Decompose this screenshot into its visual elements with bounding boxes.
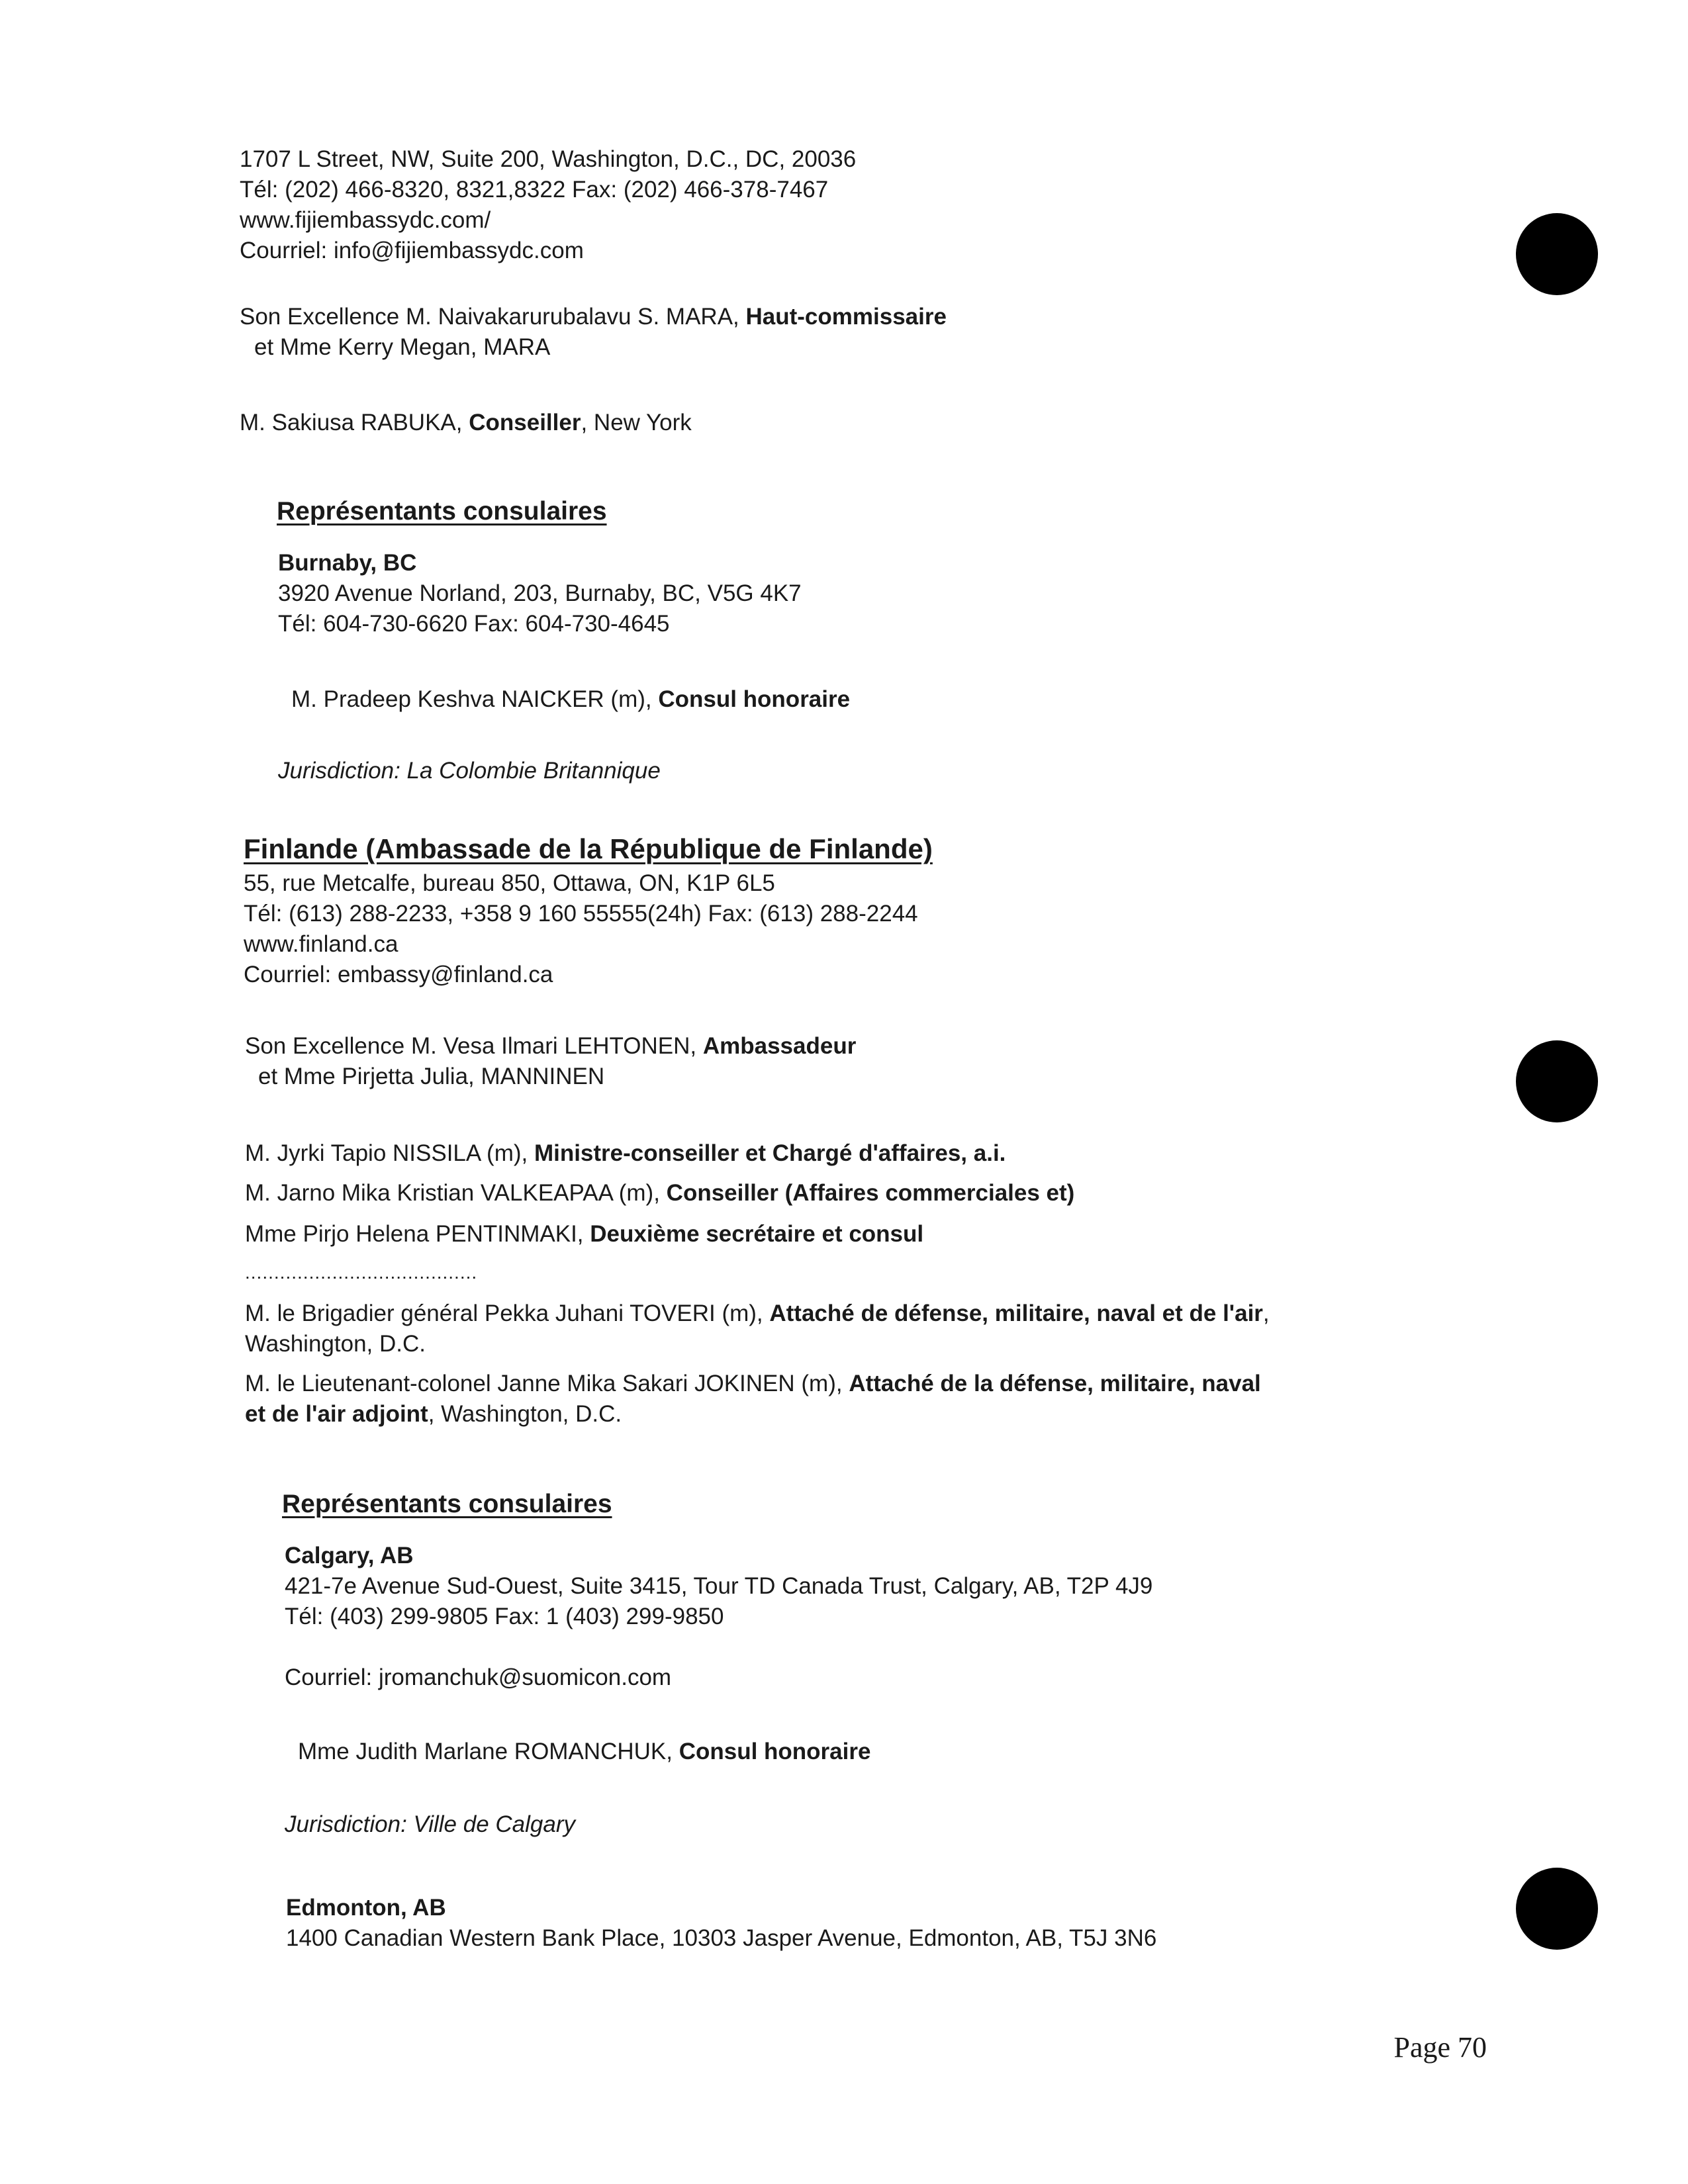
fiji-staff <box>240 408 692 438</box>
finland-staff-3-title: Deuxième secrétaire et consul <box>590 1221 924 1247</box>
finland-email: Courriel: embassy@finland.ca <box>244 962 553 987</box>
finland-web: www.finland.ca <box>244 931 399 957</box>
finland-address: 55, rue Metcalfe, bureau 850, Ottawa, ON, K1P 6L5 <box>244 870 775 896</box>
finland-staff-1 <box>245 1138 1006 1169</box>
finland-staff-1-title: Ministre-conseiller et Chargé d'affaires, a.i. <box>534 1140 1006 1166</box>
finland-tel: Tél: (613) 288-2233, +358 9 160 55555(24h) Fax: (613) 288-2244 <box>244 901 918 927</box>
fiji-head-name: Son Excellence M. Naivakarurubalavu S. MARA, <box>240 304 746 330</box>
page-number: Page 70 <box>1393 2031 1487 2064</box>
fiji-jurisdiction-label: Jurisdiction: <box>278 758 400 784</box>
finland-attache-2-title-b: et de l'air adjoint <box>245 1401 428 1427</box>
finland-attache-1 <box>245 1298 1270 1329</box>
edmonton-address: 1400 Canadian Western Bank Place, 10303 Jasper Avenue, Edmonton, AB, T5J 3N6 <box>286 1925 1157 1951</box>
finland-spouse: et Mme Pirjetta Julia, MANNINEN <box>258 1064 605 1089</box>
calgary-consul <box>298 1737 870 1767</box>
fiji-consul-name: M. Pradeep Keshva NAICKER (m), <box>291 686 659 712</box>
finland-attache-2-title-a: Attaché de la défense, militaire, naval <box>849 1371 1261 1396</box>
fiji-head-title: Haut-commissaire <box>745 304 947 330</box>
fiji-staff-name: M. Sakiusa RABUKA, <box>240 410 469 435</box>
punch-hole-top <box>1516 213 1598 295</box>
fiji-consulate-address: 3920 Avenue Norland, 203, Burnaby, BC, V5G 4K7 <box>278 580 802 606</box>
fiji-staff-title: Conseiller <box>469 410 581 435</box>
finland-head-of-mission <box>245 1031 856 1062</box>
edmonton-city: Edmonton, AB <box>286 1895 446 1921</box>
finland-staff-2-title: Conseiller (Affaires commerciales et) <box>666 1180 1075 1206</box>
calgary-jurisdiction-label: Jurisdiction: <box>285 1811 407 1837</box>
fiji-consular-heading: Représentants consulaires <box>277 497 607 525</box>
calgary-jurisdiction <box>285 1809 575 1840</box>
fiji-consulate-tel: Tél: 604-730-6620 Fax: 604-730-4645 <box>278 611 670 637</box>
calgary-consul-title: Consul honoraire <box>679 1739 871 1764</box>
fiji-email: Courriel: info@fijiembassydc.com <box>240 238 584 263</box>
finland-attache-1-title: Attaché de défense, militaire, naval et de l'air <box>769 1300 1263 1326</box>
finland-attache-2-location: , Washington, D.C. <box>428 1401 622 1427</box>
fiji-consul-title: Consul honoraire <box>658 686 851 712</box>
fiji-web: www.fijiembassydc.com/ <box>240 207 491 233</box>
finland-heading: Finlande (Ambassade de la République de Finlande) <box>244 833 933 864</box>
fiji-staff-loc: , New York <box>581 410 692 435</box>
finland-attache-2-name: M. le Lieutenant-colonel Janne Mika Sakari JOKINEN (m), <box>245 1371 849 1396</box>
finland-attache-1-name: M. le Brigadier général Pekka Juhani TOVERI (m), <box>245 1300 770 1326</box>
finland-attache-1-tail: , <box>1262 1300 1270 1326</box>
fiji-consulate-city: Burnaby, BC <box>278 550 417 576</box>
fiji-jurisdiction-value: La Colombie Britannique <box>400 758 661 784</box>
fiji-consul <box>291 684 850 715</box>
finland-staff-2 <box>245 1178 1074 1208</box>
finland-attache-2-line2 <box>245 1399 622 1430</box>
fiji-address: 1707 L Street, NW, Suite 200, Washington, D.C., DC, 20036 <box>240 146 857 172</box>
finland-staff-2-name: M. Jarno Mika Kristian VALKEAPAA (m), <box>245 1180 667 1206</box>
calgary-email: Courriel: jromanchuk@suomicon.com <box>285 1664 672 1690</box>
finland-consular-heading: Représentants consulaires <box>282 1490 612 1518</box>
punch-hole-bottom <box>1516 1868 1598 1950</box>
finland-attache-1-location: Washington, D.C. <box>245 1331 426 1357</box>
finland-staff-3 <box>245 1219 923 1250</box>
fiji-head-of-mission <box>240 302 947 332</box>
finland-attache-2 <box>245 1369 1261 1399</box>
calgary-address: 421-7e Avenue Sud-Ouest, Suite 3415, Tour TD Canada Trust, Calgary, AB, T2P 4J9 <box>285 1573 1153 1599</box>
finland-head-title: Ambassadeur <box>702 1033 857 1059</box>
fiji-tel: Tél: (202) 466-8320, 8321,8322 Fax: (202) 466-378-7467 <box>240 177 829 203</box>
calgary-city: Calgary, AB <box>285 1543 414 1569</box>
finland-staff-1-name: M. Jyrki Tapio NISSILA (m), <box>245 1140 534 1166</box>
calgary-consul-name: Mme Judith Marlane ROMANCHUK, <box>298 1739 679 1764</box>
finland-separator: ........................................ <box>245 1262 478 1283</box>
calgary-jurisdiction-value: Ville de Calgary <box>406 1811 576 1837</box>
finland-staff-3-name: Mme Pirjo Helena PENTINMAKI, <box>245 1221 590 1247</box>
fiji-spouse: et Mme Kerry Megan, MARA <box>254 334 551 360</box>
punch-hole-middle <box>1516 1040 1598 1122</box>
finland-head-name: Son Excellence M. Vesa Ilmari LEHTONEN, <box>245 1033 703 1059</box>
calgary-tel: Tél: (403) 299-9805 Fax: 1 (403) 299-9850 <box>285 1604 724 1629</box>
fiji-jurisdiction <box>278 756 661 786</box>
